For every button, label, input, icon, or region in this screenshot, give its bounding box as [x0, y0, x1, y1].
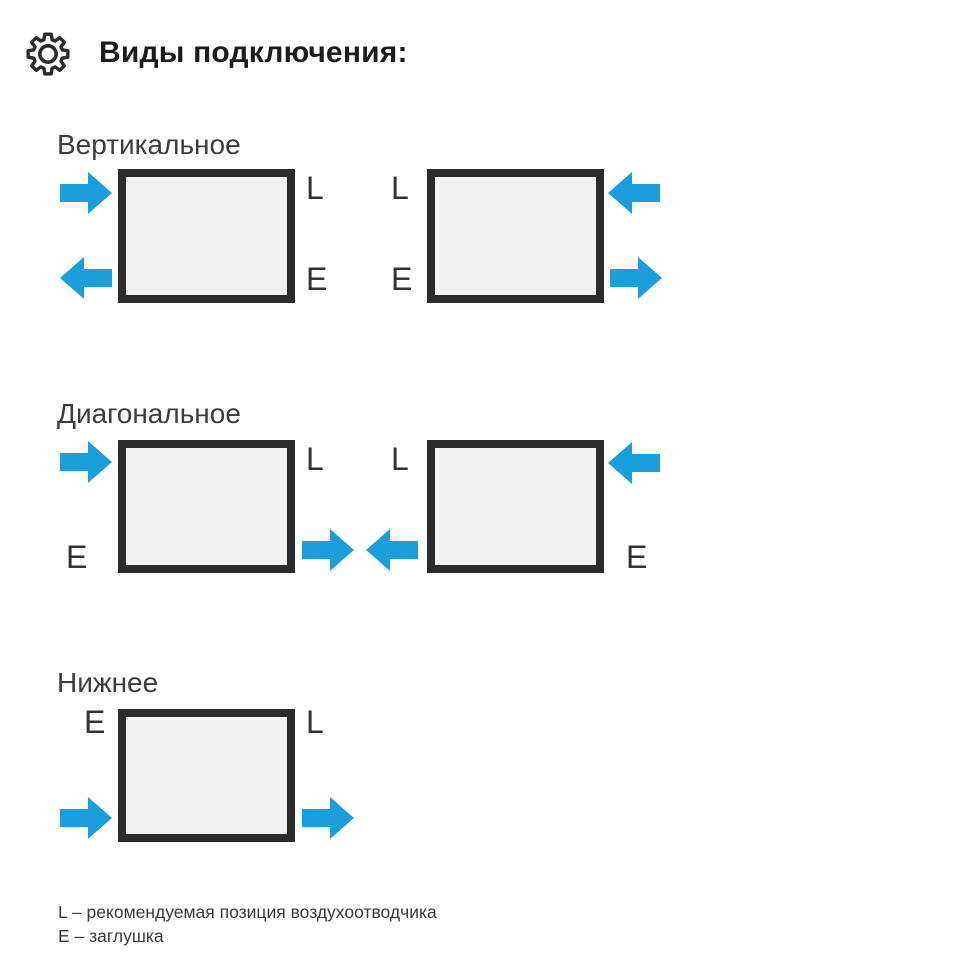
- radiator-box: [118, 440, 295, 573]
- radiator-box: [118, 709, 295, 842]
- flow-arrow-out: [610, 257, 662, 299]
- plug-label: E: [84, 704, 106, 740]
- radiator-box: [427, 169, 604, 303]
- flow-arrow-in: [60, 172, 112, 214]
- plug-label: E: [391, 261, 413, 297]
- plug-label: E: [306, 261, 328, 297]
- page-title: Виды подключения:: [99, 36, 408, 69]
- plug-label: E: [66, 539, 88, 575]
- air-vent-label: L: [306, 704, 324, 740]
- legend-line-air-vent: L – рекомендуемая позиция воздухоотводчика: [58, 902, 437, 922]
- radiator-box: [118, 169, 295, 303]
- section-title-bottom: Нижнее: [57, 667, 159, 698]
- air-vent-label: L: [306, 441, 324, 477]
- gear-icon: [25, 31, 71, 77]
- air-vent-label: L: [391, 170, 409, 206]
- section-title-vertical: Вертикальное: [57, 129, 241, 160]
- air-vent-label: L: [391, 441, 409, 477]
- flow-arrow-in: [608, 442, 660, 484]
- radiator-box: [427, 440, 604, 573]
- flow-arrow-out: [302, 797, 354, 839]
- flow-arrow-in: [60, 797, 112, 839]
- flow-arrow-out: [60, 257, 112, 299]
- flow-arrow-in: [608, 172, 660, 214]
- legend: [58, 900, 437, 948]
- air-vent-label: L: [306, 170, 324, 206]
- flow-arrow-in: [60, 441, 112, 483]
- legend-line-plug: E – заглушка: [58, 926, 164, 946]
- plug-label: E: [626, 539, 648, 575]
- flow-arrow-out: [302, 529, 354, 571]
- flow-arrow-out: [366, 529, 418, 571]
- section-title-diagonal: Диагональное: [57, 398, 241, 429]
